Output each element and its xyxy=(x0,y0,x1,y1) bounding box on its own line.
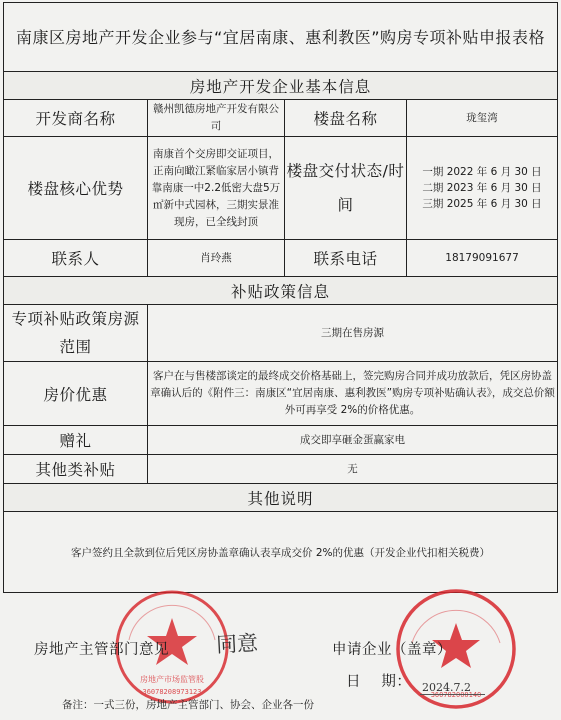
contact-phone-value: 18179091677 xyxy=(407,240,558,277)
developer-value: 赣州凯德房地产开发有限公司 xyxy=(148,100,285,137)
delivery-status-label: 楼盘交付状态/时间 xyxy=(285,137,407,240)
other-subsidy-value: 无 xyxy=(148,455,558,484)
gift-value: 成交即享砸金蛋赢家电 xyxy=(148,426,558,455)
date-label: 日 期： xyxy=(346,674,412,690)
project-name-label: 楼盘名称 xyxy=(285,100,407,137)
delivery-date-phase-2: 二期 2023 年 6 月 30 日 xyxy=(422,182,542,194)
other-notes-value: 客户签约且全款到位后凭区房协盖章确认表享成交价 2%的优惠（开发企业代扣相关税费） xyxy=(4,512,558,593)
applicant-company-label: 申请企业（盖章） xyxy=(332,642,452,658)
authority-handwritten-approval: 同意 xyxy=(215,630,259,658)
section-other-notes: 其他说明 xyxy=(4,484,558,512)
subsidy-application-table xyxy=(3,2,558,593)
gift-label: 赠礼 xyxy=(4,426,148,455)
delivery-date-phase-3: 三期 2025 年 6 月 30 日 xyxy=(422,198,542,210)
other-subsidy-label: 其他类补贴 xyxy=(4,455,148,484)
authority-opinion-label: 房地产主管部门意见 xyxy=(34,642,169,658)
delivery-date-phase-1: 一期 2022 年 6 月 30 日 xyxy=(422,166,542,178)
svg-text:360782000140: 360782000140 xyxy=(430,691,482,699)
svg-text:36078208973123: 36078208973123 xyxy=(142,688,202,696)
price-discount-value: 客户在与售楼部谈定的最终成交价格基础上，签完购房合同并成功放款后，凭区房协盖章确认后的《附件三：南康区“宜居南康、惠利教医”购房专项补贴确认表》，成交总价额外可再享受 2%的价格优惠。 xyxy=(148,362,558,426)
policy-scope-value: 三期在售房源 xyxy=(148,305,558,362)
delivery-dates xyxy=(407,137,558,240)
project-name-value: 珑玺湾 xyxy=(407,100,558,137)
footnote: 备注：一式三份，房地产主管部门、协会、企业各一份 xyxy=(62,699,314,711)
core-advantage-label: 楼盘核心优势 xyxy=(4,137,148,240)
handwritten-date: 2024.7.2 xyxy=(420,681,485,695)
developer-label: 开发商名称 xyxy=(4,100,148,137)
section-subsidy-policy: 补贴政策信息 xyxy=(4,277,558,305)
contact-phone-label: 联系电话 xyxy=(285,240,407,277)
policy-scope-label: 专项补贴政策房源范围 xyxy=(4,305,148,362)
contact-person-value: 肖玲燕 xyxy=(148,240,285,277)
price-discount-label: 房价优惠 xyxy=(4,362,148,426)
section-basic-info: 房地产开发企业基本信息 xyxy=(4,72,558,100)
core-advantage-value: 南康首个交房即交证项目，正南向瞰江紧临家居小镇背靠南康一中2.2低密大盘5万㎡新中式园林，三期实景准现房，已全线封顶 xyxy=(148,137,285,240)
svg-text:房地产市场监管股: 房地产市场监管股 xyxy=(140,675,204,684)
contact-person-label: 联系人 xyxy=(4,240,148,277)
form-title: 南康区房地产开发企业参与“宜居南康、惠利教医”购房专项补贴申报表格 xyxy=(4,3,558,72)
